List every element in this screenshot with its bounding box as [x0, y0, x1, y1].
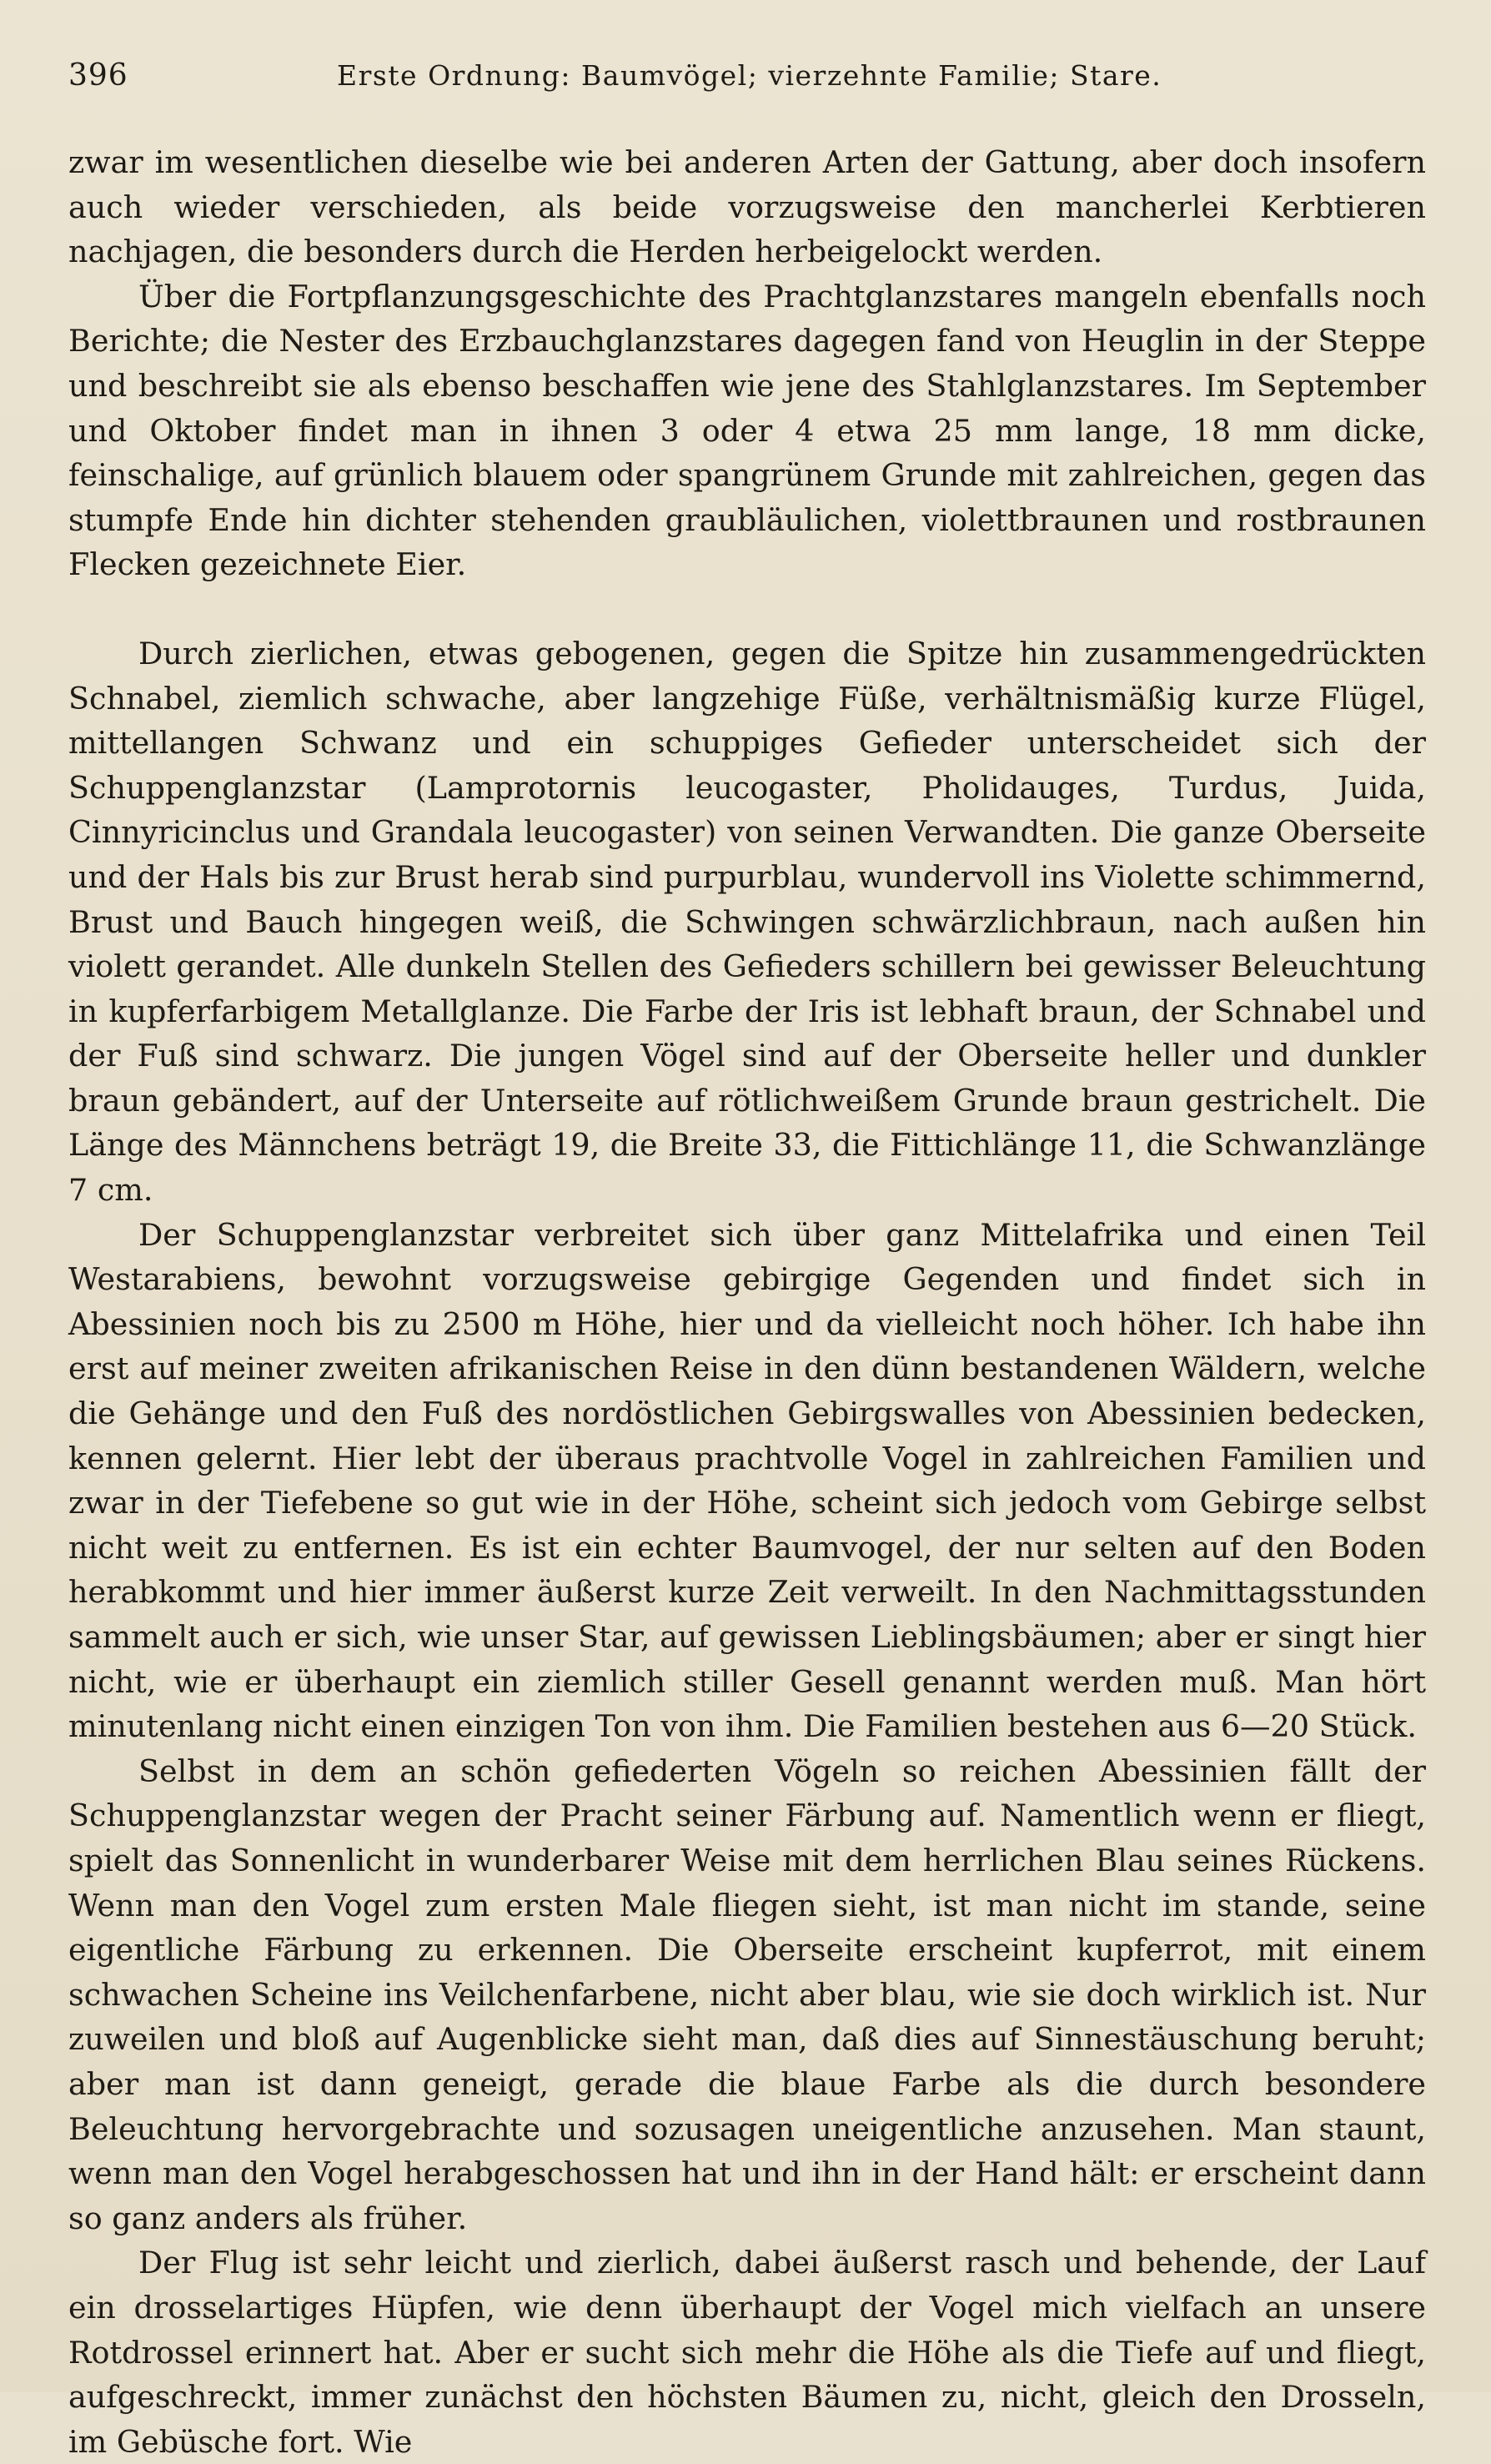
running-head-title: Erste Ordnung: Baumvögel; vierzehnte Familie; Stare.	[337, 59, 1162, 92]
paragraph-4: Der Schuppenglanzstar verbreitet sich über ganz Mittelafrika und einen Teil Westarabiens, bewohnt vorzugsweise gebirgige Gegenden und findet sich in Abessinien noch bis zu 2500 m Höhe, hier und da vielleicht noch höher. Ich habe ihn erst auf meiner zweiten afrikanischen Reise in den dünn bestandenen Wäldern, welche die Gehänge und den Fuß des nordöstlichen Gebirgswalles von Abessinien bedecken, kennen gelernt. Hier lebt der überaus prachtvolle Vogel in zahlreichen Familien und zwar in der Tiefebene so gut wie in der Höhe, scheint sich jedoch vom Gebirge selbst nicht weit zu entfernen. Es ist ein echter Baumvogel, der nur selten auf den Boden herabkommt und hier immer äußerst kurze Zeit verweilt. In den Nachmittagsstunden sammelt auch er sich, wie unser Star, auf gewissen Lieblingsbäumen; aber er singt hier nicht, wie er überhaupt ein ziemlich stiller Gesell genannt werden muß. Man hört minutenlang nicht einen einzigen Ton von ihm. Die Familien bestehen aus 6—20 Stück.	[68, 1216, 1426, 1745]
body-text	[68, 140, 1426, 2464]
paragraph-2: Über die Fortpflanzungsgeschichte des Prachtglanzstares mangeln ebenfalls noch Berichte; die Nester des Erzbauchglanzstares dagegen fand von Heuglin in der Steppe und beschreibt sie als ebenso beschaffen wie jene des Stahlglanzstares. Im September und Oktober findet man in ihnen 3 oder 4 etwa 25 mm lange, 18 mm dicke, feinschalige, auf grünlich blauem oder spangrünem Grunde mit zahlreichen, gegen das stumpfe Ende hin dichter stehenden graubläulichen, violettbraunen und rostbraunen Flecken gezeichnete Eier.	[68, 278, 1426, 583]
paragraph-5: Selbst in dem an schön gefiederten Vögeln so reichen Abessinien fällt der Schuppenglanzstar wegen der Pracht seiner Färbung auf. Namentlich wenn er fliegt, spielt das Sonnenlicht in wunderbarer Weise mit dem herrlichen Blau seines Rückens. Wenn man den Vogel zum ersten Male fliegen sieht, ist man nicht im stande, seine eigentliche Färbung zu erkennen. Die Oberseite erscheint kupferrot, mit einem schwachen Scheine ins Veilchenfarbene, nicht aber blau, wie sie doch wirklich ist. Nur zuweilen und bloß auf Augenblicke sieht man, daß dies auf Sinnestäuschung beruht; aber man ist dann geneigt, gerade die blaue Farbe als die durch besondere Beleuchtung hervorgebrachte und sozusagen uneigentliche anzusehen. Man staunt, wenn man den Vogel herabgeschossen hat und ihn in der Hand hält: er erscheint dann so ganz anders als früher.	[68, 1752, 1426, 2236]
paragraph-6: Der Flug ist sehr leicht und zierlich, dabei äußerst rasch und behende, der Lauf ein drosselartiges Hüpfen, wie denn überhaupt der Vogel mich vielfach an unsere Rotdrossel erinnert hat. Aber er sucht sich mehr die Höhe als die Tiefe auf und fliegt, aufgeschreckt, immer zunächst den höchsten Bäumen zu, nicht, gleich den Drosseln, im Gebüsche fort. Wie	[68, 2245, 1426, 2460]
paragraph-3: Durch zierlichen, etwas gebogenen, gegen die Spitze hin zusammengedrückten Schnabel, ziemlich schwache, aber langzehige Füße, verhältnismäßig kurze Flügel, mittellangen Schwanz und ein schuppiges Gefieder unterscheidet sich der Schuppenglanzstar (Lamprotornis leucogaster, Pholidauges, Turdus, Juida, Cinnyricinclus und Grandala leucogaster) von seinen Verwandten. Die ganze Oberseite und der Hals bis zur Brust herab sind purpurblau, wundervoll ins Violette schimmernd, Brust und Bauch hingegen weiß, die Schwingen schwärzlichbraun, nach außen hin violett gerandet. Alle dunkeln Stellen des Gefieders schillern bei gewisser Beleuchtung in kupferfarbigem Metallglanze. Die Farbe der Iris ist lebhaft braun, der Schnabel und der Fuß sind schwarz. Die jungen Vögel sind auf der Oberseite heller und dunkler braun gebändert, auf der Unterseite auf rötlichweißem Grunde braun gestrichelt. Die Länge des Männchens beträgt 19, die Breite 33, die Fittichlänge 11, die Schwanzlänge 7 cm.	[68, 635, 1426, 1209]
running-head	[68, 58, 1426, 112]
page-number: 396	[68, 58, 128, 93]
paragraph-1: zwar im wesentlichen dieselbe wie bei anderen Arten der Gattung, aber doch insofern auch wieder verschieden, als beide vorzugsweise den mancherlei Kerbtieren nachjagen, die besonders durch die Herden herbeigelockt werden.	[68, 144, 1426, 270]
